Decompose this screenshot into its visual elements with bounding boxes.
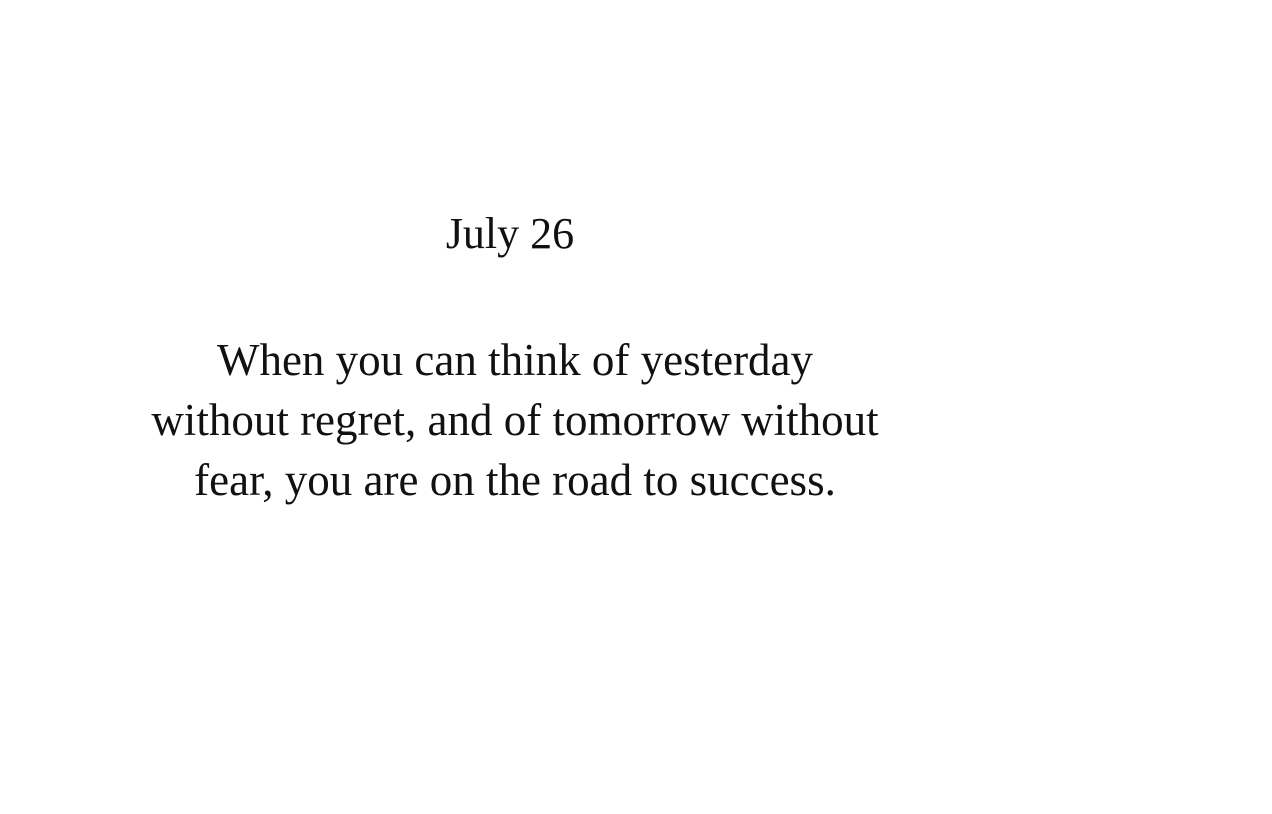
date-heading: July 26	[445, 209, 575, 258]
quote-line-1: When you can think of yesterday	[216, 335, 814, 385]
quote-line-3: fear, you are on the road to success.	[194, 455, 836, 505]
quote-text	[0, 330, 1030, 510]
quote-line-2: without regret, and of tomorrow without	[151, 395, 879, 445]
